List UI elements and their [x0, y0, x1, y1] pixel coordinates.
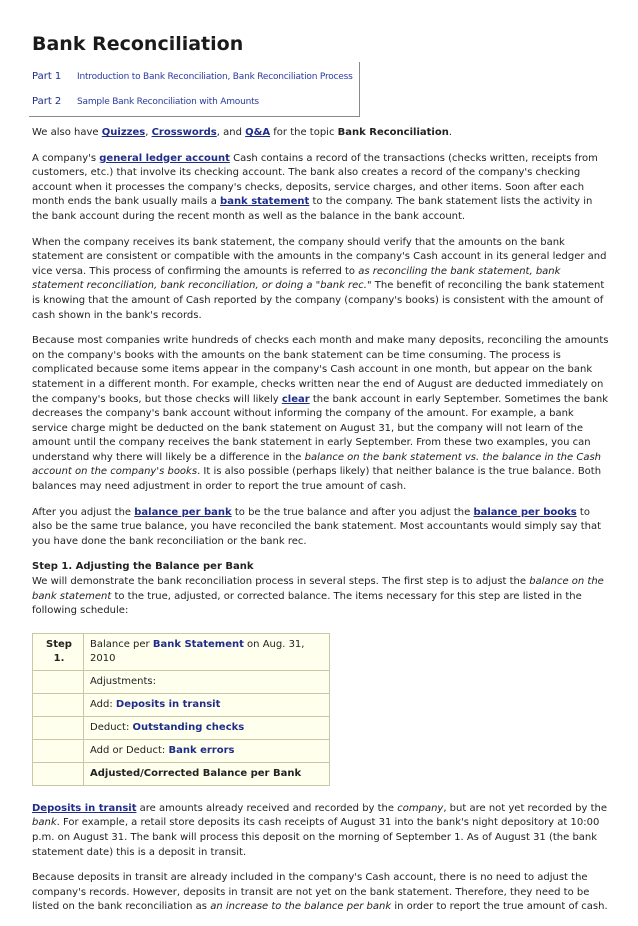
table-row	[33, 633, 330, 670]
part-1-number: Part 1	[32, 71, 62, 82]
topic-name: Bank Reconciliation	[337, 127, 449, 138]
text: Because most companies write hundreds of checks each month and make many deposits, reconciling the amounts on the company's books with the amounts on the bank statement can be time consuming. The process is complicated because some items appear in the company's Cash account in one month, but appear on the bank statement in a different month. For example, checks written near the end of August are deducted immediately on the company's books, but those checks will likely	[32, 335, 609, 405]
table-row	[33, 670, 330, 693]
general-ledger-account-link[interactable]: general ledger account	[99, 152, 230, 164]
text: , but are not yet recorded by the	[443, 802, 608, 814]
paragraph-6	[32, 871, 610, 915]
deposits-in-transit-term: Deposits in transit	[115, 698, 221, 710]
emphasis: balance on the bank statement vs. the balance in the Cash account on the company's books	[32, 451, 602, 478]
empty-cell	[33, 670, 84, 693]
paragraph-1	[32, 152, 610, 225]
text: Because deposits in transit are already included in the company's Cash account, there is no need to adjust the company's records. However, deposits in transit are not yet on the bank statement. Therefore, they need to be listed on the bank reconciliation as	[32, 872, 590, 913]
text: We also have	[32, 127, 102, 138]
text: The benefit of reconciling the bank statement is knowing that the amount of Cash reported by the company (company's books) is consistent with the amount of cash shown in the bank's records.	[32, 280, 605, 321]
article-body	[32, 126, 610, 926]
emphasis: company	[397, 802, 444, 814]
step-label-cell: Step 1.	[33, 633, 84, 670]
balance-per-bank-link[interactable]: balance per bank	[134, 506, 232, 518]
table-cell: Adjustments:	[84, 670, 330, 693]
text: in order to report the true amount of cash.	[391, 901, 608, 913]
text: the bank account in early September. Sometimes the bank decreases the company's bank account without informing the company of the amount. For example, a bank service charge might be deducted on the bank statement on August 31, but the company will not learn of the amount until the company receives the bank statement in early September. From these two examples, you can understand why there will likely be a difference in the	[32, 393, 609, 463]
emphasis: an increase to the balance per bank	[210, 901, 392, 913]
text: ,	[145, 127, 152, 138]
text: . For example, a retail store deposits its cash receipts of August 31 into the bank's night depository at 10:00 p.m. on August 31. The bank will process this deposit on the morning of September 1. As of August 31 (the bank statement date) this is a deposit in transit.	[32, 817, 600, 858]
text: on Aug. 31, 2010	[90, 638, 305, 664]
quizzes-link[interactable]: Quizzes	[101, 127, 146, 138]
paragraph-4	[32, 506, 610, 550]
bank-statement-term: Bank Statement	[152, 638, 244, 650]
adjusted-balance-label: Adjusted/Corrected Balance per Bank	[90, 767, 302, 779]
text: Balance per	[90, 638, 153, 650]
text: Cash contains a record of the transactions (checks written, receipts from customers, etc.) that involve its checking account. The bank also creates a record of the company's checking account when it processes the company's checks, deposits, service charges, and other items. Soon after each month ends the bank usually mails a	[32, 152, 598, 208]
crosswords-link[interactable]: Crosswords	[151, 127, 217, 138]
text: are amounts already received and recorded by the	[136, 802, 398, 814]
table-row	[33, 762, 330, 785]
qa-link[interactable]: Q&A	[245, 127, 271, 138]
outstanding-checks-term: Outstanding checks	[132, 721, 245, 733]
text: for the topic	[270, 127, 338, 138]
part-1-link[interactable]: Introduction to Bank Reconciliation, Bank Reconciliation Process	[77, 72, 353, 82]
step-1-schedule-table	[32, 633, 330, 786]
bank-errors-term: Bank errors	[168, 744, 235, 756]
text: After you adjust the	[32, 506, 135, 518]
table-cell	[84, 633, 330, 670]
table-row	[33, 739, 330, 762]
table-row	[33, 716, 330, 739]
table-cell	[84, 739, 330, 762]
table-cell	[84, 716, 330, 739]
text: Deduct:	[90, 721, 133, 733]
emphasis: as reconciling the bank statement, bank statement reconciliation, bank reconciliation, or doing a "bank rec."	[32, 265, 561, 292]
page-title: Bank Reconciliation	[32, 33, 244, 55]
text: to the company. The bank statement lists the activity in the bank account during the recent month as well as the balance in the bank account.	[32, 196, 593, 222]
text: Add:	[90, 698, 116, 710]
text: to also be the same true balance, you have reconciled the bank statement. Most accountants would simply say that you have done the bank reconciliation or the bank rec.	[32, 506, 602, 547]
step-1-paragraph	[32, 575, 610, 619]
text: A company's	[32, 152, 100, 164]
paragraph-2	[32, 236, 610, 324]
table-cell	[84, 693, 330, 716]
part-2-number: Part 2	[32, 96, 62, 107]
empty-cell	[33, 693, 84, 716]
bank-statement-link[interactable]: bank statement	[220, 196, 310, 208]
paragraph-3	[32, 334, 610, 495]
clear-link[interactable]: clear	[281, 393, 310, 405]
text: When the company receives its bank statement, the company should verify that the amounts on the bank statement are consistent or compatible with the amounts in the company's Cash account in its general ledger and vice versa. This process of confirming the amounts is referred to	[32, 236, 607, 277]
empty-cell	[33, 716, 84, 739]
text: to be the true balance and after you adjust the	[231, 506, 474, 518]
table-cell	[84, 762, 330, 785]
text: , and	[216, 127, 246, 138]
empty-cell	[33, 762, 84, 785]
part-2-link[interactable]: Sample Bank Reconciliation with Amounts	[77, 97, 259, 107]
table-row	[33, 693, 330, 716]
text: .	[448, 127, 453, 138]
empty-cell	[33, 739, 84, 762]
parts-navigation	[29, 62, 360, 117]
intro-paragraph	[32, 126, 610, 141]
text: to the true, adjusted, or corrected balance. The items necessary for this step are listed in the following schedule:	[32, 590, 582, 617]
emphasis: bank	[32, 817, 57, 829]
text: We will demonstrate the bank reconciliation process in several steps. The first step is to adjust the	[32, 576, 530, 588]
balance-per-books-link[interactable]: balance per books	[473, 506, 577, 518]
step-1-heading: Step 1. Adjusting the Balance per Bank	[32, 561, 254, 573]
emphasis: balance on the bank statement	[32, 576, 604, 602]
paragraph-5	[32, 802, 610, 860]
text: . It is also possible (perhaps likely) that neither balance is the true balance. Both balances may need adjustment in order to report the true amount of cash.	[32, 466, 602, 493]
deposits-in-transit-link[interactable]: Deposits in transit	[32, 802, 137, 814]
text: Add or Deduct:	[90, 744, 169, 756]
